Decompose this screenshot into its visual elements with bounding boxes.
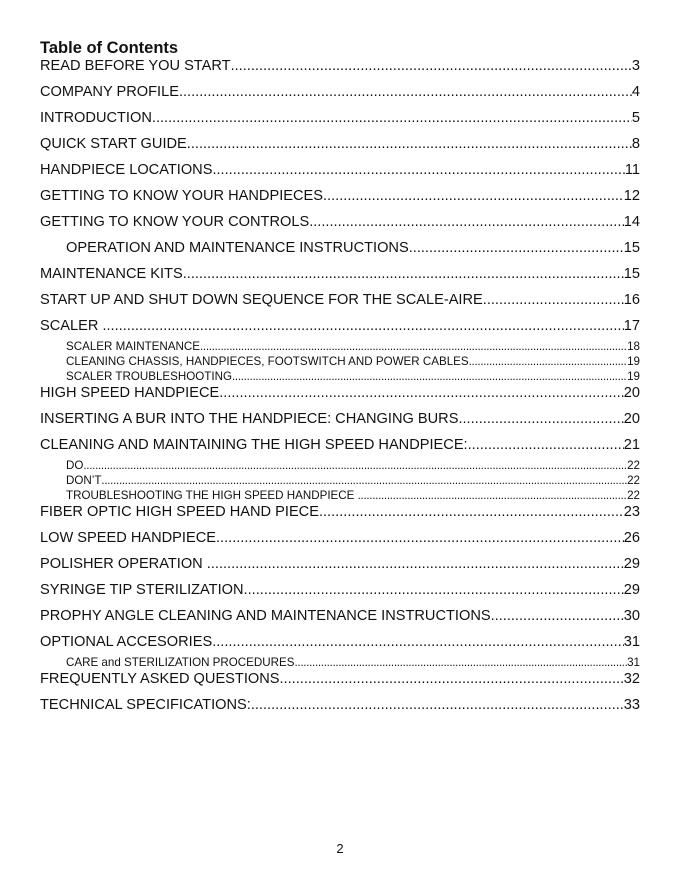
toc-entry-page: 5 [631,110,640,126]
dot-leader [102,317,623,335]
toc-entry[interactable] [40,83,640,101]
toc-entry-label: HIGH SPEED HANDPIECE [40,385,220,401]
toc-entry-page: 15 [623,266,640,282]
toc-entry-label: HANDPIECE LOCATIONS [40,162,213,178]
toc-entry-label: SCALER MAINTENANCE [66,340,200,353]
dot-leader [187,135,632,153]
toc-subentry[interactable] [40,339,640,354]
toc-subentry[interactable] [40,369,640,384]
toc-entry[interactable] [40,410,640,428]
dot-leader [469,354,627,369]
toc-entry-label: FREQUENTLY ASKED QUESTIONS [40,671,280,687]
dot-leader [251,696,624,714]
toc-subentry[interactable] [40,458,640,473]
toc-entry[interactable] [40,503,640,521]
dot-leader [179,83,632,101]
toc-entry-page: 29 [623,556,640,572]
toc-entry-label: DON’T [66,474,102,487]
toc-entry-label: LOW SPEED HANDPIECE [40,530,216,546]
toc-entry-page: 20 [623,385,640,401]
toc-entry[interactable] [40,109,640,127]
toc-entry[interactable] [40,607,640,625]
toc-entry-page: 26 [623,530,640,546]
dot-leader [152,109,632,127]
toc-entry-page: 11 [624,162,640,178]
toc-entry[interactable] [40,57,640,75]
toc-entry-label: POLISHER OPERATION [40,556,207,572]
toc-page [40,39,640,722]
toc-entry-page: 22 [627,489,640,502]
toc-subentry[interactable] [40,354,640,369]
toc-entry-label: GETTING TO KNOW YOUR HANDPIECES [40,188,323,204]
toc-entry-label: TECHNICAL SPECIFICATIONS: [40,697,251,713]
toc-entry-page: 3 [631,58,640,74]
toc-entry[interactable] [40,291,640,309]
toc-entry-label: DO [66,459,84,472]
toc-entry-page: 22 [627,474,640,487]
toc-entry-page: 31 [623,634,640,650]
dot-leader [183,265,624,283]
toc-entry-label: TROUBLESHOOTING THE HIGH SPEED HANDPIECE [66,489,358,502]
page-number: 2 [336,841,344,856]
toc-entry-label: FIBER OPTIC HIGH SPEED HAND PIECE [40,504,319,520]
toc-entry-label: START UP AND SHUT DOWN SEQUENCE FOR THE SCALE-AIRE [40,292,483,308]
dot-leader [232,369,627,384]
toc-entry-label: COMPANY PROFILE [40,84,179,100]
toc-subentry[interactable] [40,655,640,670]
dot-leader [409,239,624,257]
toc-entry-page: 15 [623,240,640,256]
toc-entry-label: CARE and STERILIZATION PROCEDURES [66,656,295,669]
toc-entry-page: 23 [623,504,640,520]
dot-leader [83,458,627,473]
toc-entry-label: INSERTING A BUR INTO THE HANDPIECE: CHANGING BURS [40,411,459,427]
toc-entry-page: 29 [623,582,640,598]
toc-entry[interactable] [40,436,640,454]
dot-leader [212,161,624,179]
dot-leader [244,581,624,599]
toc-entry-label: CLEANING AND MAINTAINING THE HIGH SPEED HANDPIECE: [40,437,468,453]
toc-entry-page: 8 [631,136,640,152]
toc-entry-label: SCALER TROUBLESHOOTING [66,370,232,383]
toc-entry-page: 19 [627,370,640,383]
toc-entry-label: SYRINGE TIP STERILIZATION [40,582,244,598]
toc-entry-label: QUICK START GUIDE [40,136,187,152]
toc-entry[interactable] [40,135,640,153]
toc-entry-label: OPTIONAL ACCESORIES [40,634,213,650]
toc-entry[interactable] [40,581,640,599]
dot-leader [219,384,624,402]
toc-entry-page: 33 [623,697,640,713]
dot-leader [200,339,627,354]
toc-entry-page: 30 [623,608,640,624]
toc-entry[interactable] [40,161,640,179]
toc-entry-page: 18 [627,340,640,353]
toc-entry-label: CLEANING CHASSIS, HANDPIECES, FOOTSWITCH AND POWER CABLES [66,355,469,368]
dot-leader [212,633,624,651]
toc-entry-label: GETTING TO KNOW YOUR CONTROLS [40,214,310,230]
toc-entry-page: 21 [623,437,640,453]
toc-entry-label: INTRODUCTION [40,110,152,126]
toc-entry[interactable] [40,213,640,231]
toc-entry-page: 16 [623,292,640,308]
toc-entry[interactable] [40,187,640,205]
toc-entry-label: READ BEFORE YOU START [40,58,231,74]
toc-entry[interactable] [40,529,640,547]
dot-leader [207,555,624,573]
toc-entry-label: SCALER [40,318,103,334]
toc-entry-label: MAINTENANCE KITS [40,266,183,282]
dot-leader [216,529,624,547]
toc-entry-page: 4 [631,84,640,100]
toc-entry[interactable] [40,384,640,402]
dot-leader [468,436,624,454]
toc-entry-page: 20 [623,411,640,427]
toc-entry[interactable] [40,633,640,651]
toc-entry-label: OPERATION AND MAINTENANCE INSTRUCTIONS [66,240,409,256]
toc-entry[interactable] [40,670,640,688]
dot-leader [231,57,632,75]
toc-entry-page: 32 [623,671,640,687]
dot-leader [323,187,624,205]
page-title: Table of Contents [40,39,179,57]
dot-leader [319,503,624,521]
dot-leader [101,473,627,488]
toc-entry-page: 12 [623,188,640,204]
dot-leader [483,291,624,309]
toc-subentry[interactable] [40,473,640,488]
toc-entry-page: 19 [627,355,640,368]
toc-entry[interactable] [40,696,640,714]
toc-entry-page: 17 [623,318,640,334]
dot-leader [309,213,624,231]
toc-entry-label: PROPHY ANGLE CLEANING AND MAINTENANCE INSTRUCTIONS [40,608,491,624]
toc-entry-page: 31 [627,656,640,669]
dot-leader [458,410,623,428]
toc-entry[interactable] [40,317,640,335]
toc-entry[interactable] [40,265,640,283]
dot-leader [491,607,624,625]
dot-leader [295,655,628,670]
toc-entry[interactable] [40,239,640,257]
toc-entry-page: 14 [623,214,640,230]
dot-leader [358,488,627,503]
toc-subentry[interactable] [40,488,640,503]
toc-entry[interactable] [40,555,640,573]
dot-leader [280,670,624,688]
toc-entry-page: 22 [627,459,640,472]
